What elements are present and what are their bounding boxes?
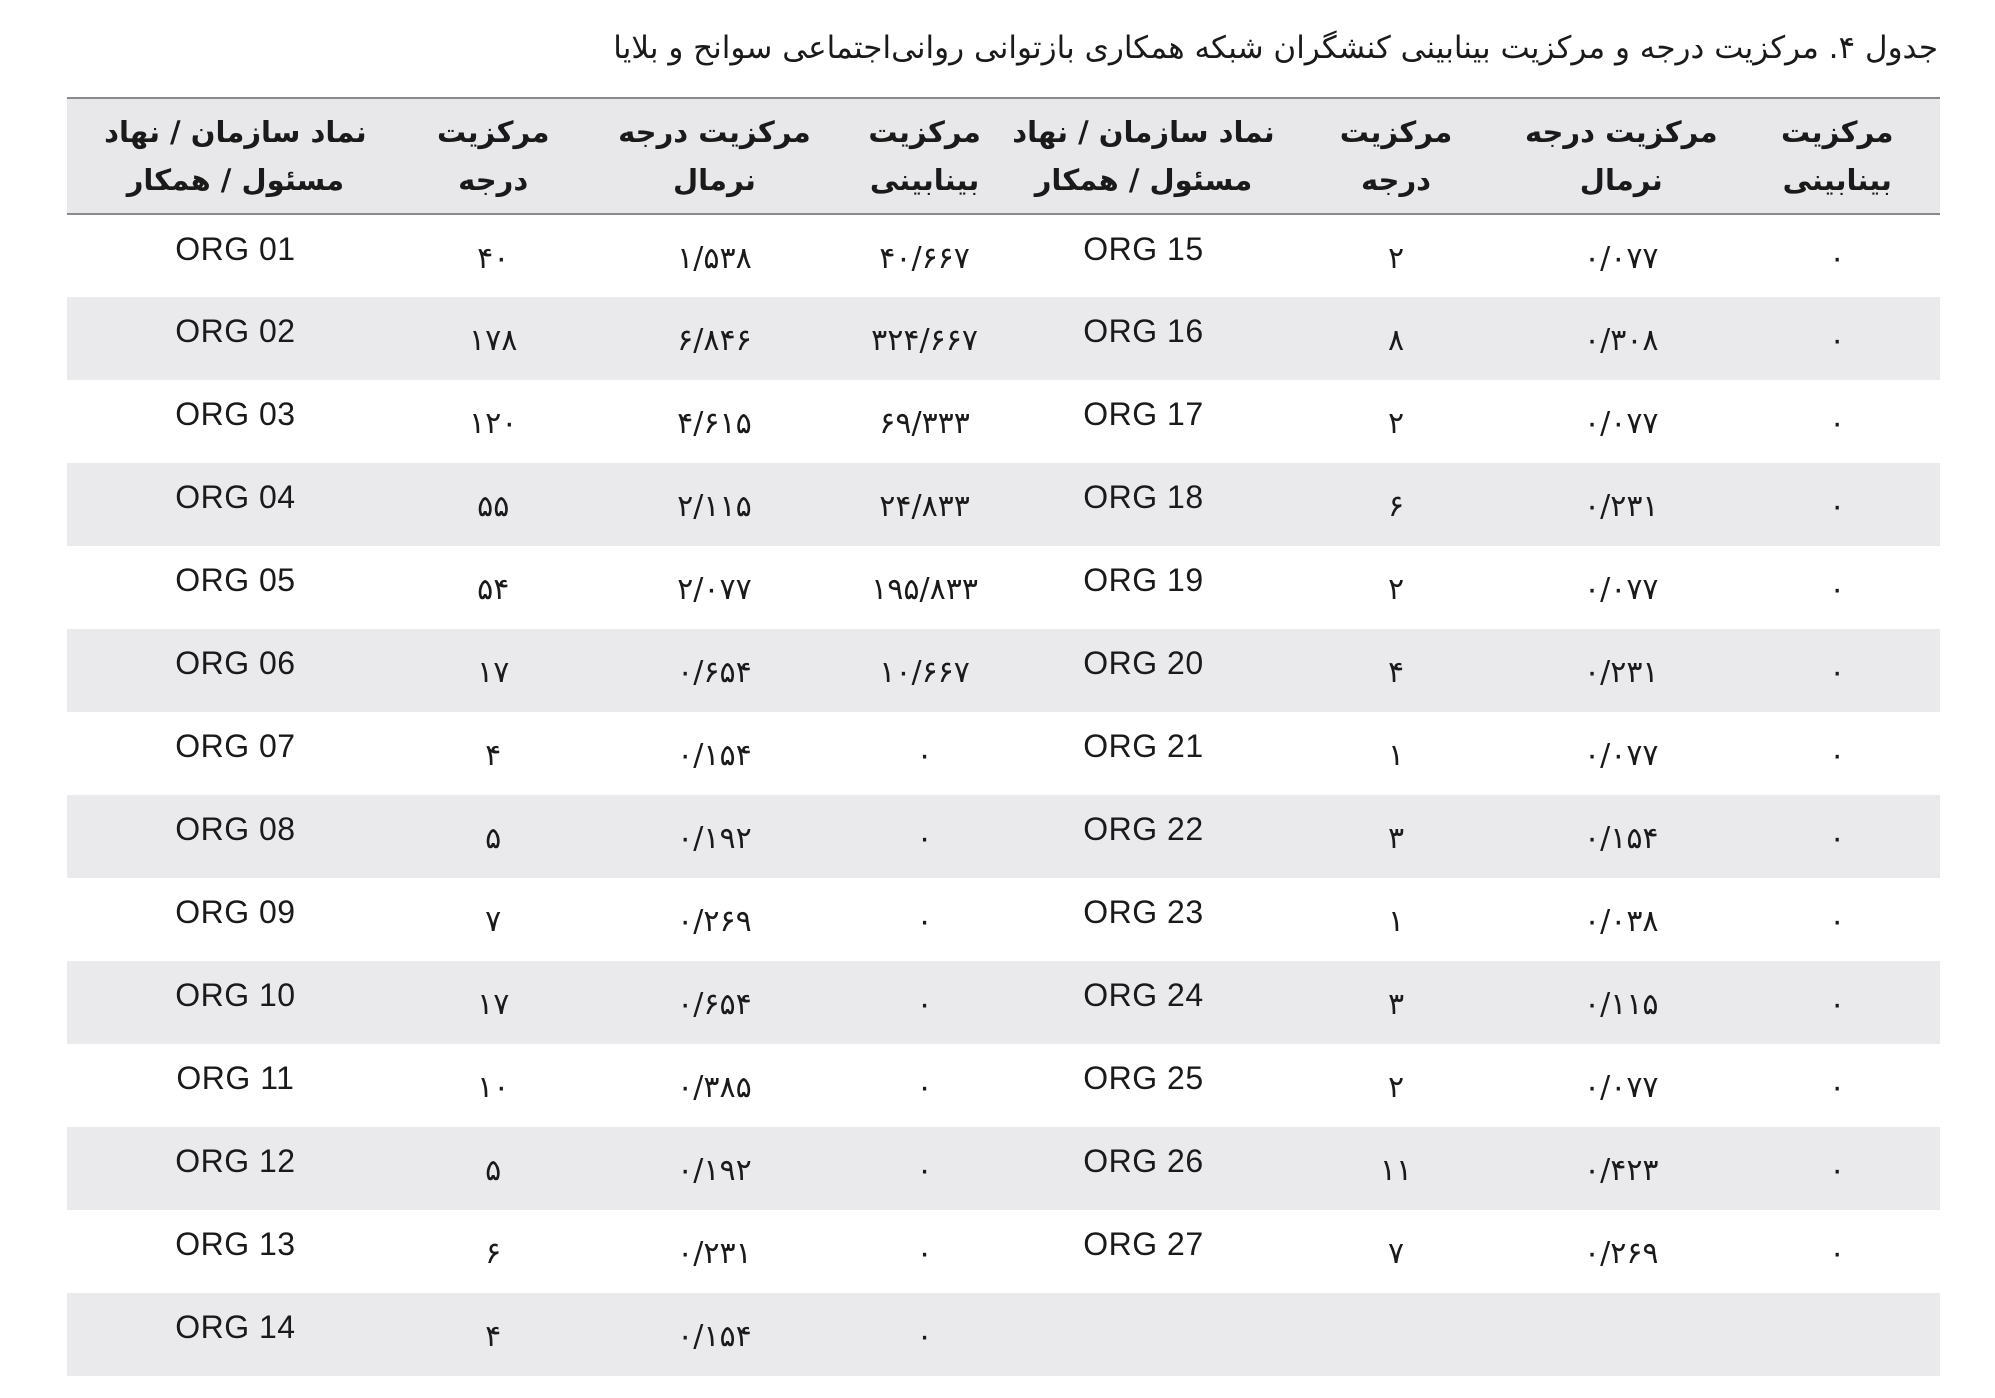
normalized-degree-cell: ۲/۱۱۵ — [677, 489, 752, 524]
betweenness-centrality-cell: ۲۴/۸۳۳ — [879, 489, 970, 524]
header-row — [67, 98, 1940, 214]
betweenness-centrality-cell: ۰ — [1829, 572, 1846, 607]
degree-centrality-cell: ۵۴ — [477, 572, 510, 607]
degree-centrality-cell: ۵ — [485, 821, 502, 856]
degree-centrality-cell: ۷ — [485, 904, 502, 939]
organization-symbol-cell: ORG 01 — [175, 230, 296, 267]
normalized-degree-cell: ۰/۲۳۱ — [677, 1236, 752, 1271]
degree-centrality-cell: ۱۱ — [1379, 1153, 1413, 1188]
table-row — [67, 629, 1940, 712]
degree-centrality-cell: ۸ — [1387, 323, 1405, 358]
normalized-degree-cell: ۴/۶۱۵ — [677, 406, 752, 441]
normalized-degree-cell: ۱/۵۳۸ — [677, 240, 752, 276]
normalized-degree-cell: ۰/۰۷۷ — [1583, 572, 1659, 607]
organization-symbol-cell: ORG 23 — [1083, 894, 1204, 930]
betweenness-centrality-cell: ۰ — [916, 738, 933, 773]
betweenness-centrality-cell: ۰ — [1829, 1236, 1846, 1271]
betweenness-centrality-cell: ۰ — [916, 1153, 933, 1188]
header-normalized-degree-left: مرکزیت درجه نرمال — [618, 115, 811, 197]
betweenness-centrality-cell — [1734, 1293, 1940, 1376]
table-row — [67, 961, 1940, 1044]
normalized-degree-cell: ۰/۰۷۷ — [1583, 738, 1659, 773]
table-row — [67, 1044, 1940, 1127]
normalized-degree-cell: ۰/۳۰۸ — [1583, 323, 1659, 358]
degree-centrality-cell: ۳ — [1387, 821, 1405, 856]
normalized-degree-cell: ۰/۰۳۸ — [1583, 904, 1659, 939]
organization-symbol-cell: ORG 19 — [1083, 562, 1204, 598]
degree-centrality-cell: ۲ — [1387, 406, 1405, 441]
betweenness-centrality-cell: ۰ — [1829, 904, 1846, 939]
header-organization-symbol-right: نماد سازمان / نهاد مسئول / همکار — [1012, 115, 1275, 197]
organization-symbol-cell: ORG 21 — [1083, 728, 1204, 764]
organization-symbol-cell: ORG 20 — [1083, 645, 1204, 681]
degree-centrality-cell: ۱۷۸ — [469, 323, 518, 358]
betweenness-centrality-cell: ۰ — [1829, 987, 1846, 1022]
organization-symbol-cell: ORG 25 — [1083, 1060, 1204, 1096]
degree-centrality-cell: ۱۷ — [477, 987, 510, 1022]
betweenness-centrality-cell: ۰ — [916, 1319, 933, 1354]
degree-centrality-cell: ۱ — [1387, 904, 1405, 939]
degree-centrality-cell: ۵۵ — [477, 489, 510, 524]
table-row — [67, 463, 1940, 546]
degree-centrality-cell: ۲ — [1387, 240, 1405, 276]
normalized-degree-cell — [1508, 1293, 1734, 1376]
normalized-degree-cell: ۰/۲۶۹ — [1583, 1236, 1659, 1271]
betweenness-centrality-cell: ۰ — [1829, 406, 1846, 441]
normalized-degree-cell: ۰/۱۹۲ — [677, 821, 752, 856]
normalized-degree-cell: ۰/۴۲۳ — [1583, 1153, 1659, 1188]
organization-symbol-cell: ORG 08 — [175, 811, 296, 847]
betweenness-centrality-cell: ۰ — [1829, 489, 1846, 524]
betweenness-centrality-cell: ۰ — [1829, 1070, 1846, 1105]
degree-centrality-cell — [1284, 1293, 1508, 1376]
normalized-degree-cell: ۲/۰۷۷ — [677, 572, 752, 607]
normalized-degree-cell: ۰/۱۹۲ — [677, 1153, 752, 1188]
table-row — [67, 795, 1940, 878]
organization-symbol-cell: ORG 18 — [1083, 479, 1204, 515]
betweenness-centrality-cell: ۱۹۵/۸۳۳ — [871, 572, 978, 607]
betweenness-centrality-cell: ۳۲۴/۶۶۷ — [871, 323, 978, 358]
table-row — [67, 546, 1940, 629]
organization-symbol-cell: ORG 09 — [175, 894, 296, 930]
organization-symbol-cell: ORG 12 — [175, 1143, 296, 1179]
degree-centrality-cell: ۱۷ — [477, 655, 510, 690]
organization-symbol-cell: ORG 04 — [175, 479, 296, 515]
normalized-degree-cell: ۰/۶۵۴ — [677, 655, 752, 690]
organization-symbol-cell: ORG 27 — [1083, 1226, 1204, 1262]
normalized-degree-cell: ۰/۲۳۱ — [1583, 655, 1659, 690]
header-betweenness-centrality-left: مرکزیت بینابینی — [868, 115, 981, 197]
organization-symbol-cell: ORG 13 — [175, 1226, 296, 1262]
table-row — [67, 380, 1940, 463]
betweenness-centrality-cell: ۴۰/۶۶۷ — [879, 240, 970, 276]
organization-symbol-cell: ORG 07 — [175, 728, 296, 764]
degree-centrality-cell: ۴۰ — [477, 240, 510, 276]
betweenness-centrality-cell: ۰ — [1829, 1153, 1846, 1188]
organization-symbol-cell: ORG 24 — [1083, 977, 1204, 1013]
degree-centrality-cell: ۶ — [1387, 489, 1405, 524]
table-row — [67, 1127, 1940, 1210]
organization-symbol-cell: ORG 06 — [175, 645, 296, 681]
betweenness-centrality-cell: ۶۹/۳۳۳ — [879, 406, 970, 441]
betweenness-centrality-cell: ۰ — [1829, 655, 1846, 690]
degree-centrality-cell: ۷ — [1387, 1236, 1405, 1271]
degree-centrality-cell: ۱ — [1387, 738, 1405, 773]
normalized-degree-cell: ۰/۲۶۹ — [677, 904, 752, 939]
header-normalized-degree-right: مرکزیت درجه نرمال — [1524, 115, 1718, 197]
betweenness-centrality-cell: ۰ — [1829, 240, 1846, 276]
betweenness-centrality-cell: ۰ — [1829, 821, 1846, 856]
normalized-degree-cell: ۰/۱۵۴ — [677, 1319, 752, 1354]
normalized-degree-cell: ۰/۱۵۴ — [1583, 821, 1659, 856]
degree-centrality-cell: ۲ — [1387, 1070, 1405, 1105]
normalized-degree-cell: ۰/۱۵۴ — [677, 738, 752, 773]
betweenness-centrality-cell: ۰ — [916, 1070, 933, 1105]
table-row — [67, 1210, 1940, 1293]
degree-centrality-cell: ۴ — [1387, 655, 1405, 690]
organization-symbol-cell: ORG 17 — [1083, 396, 1204, 432]
normalized-degree-cell: ۰/۰۷۷ — [1583, 406, 1659, 441]
centrality-table-container — [67, 97, 1940, 1376]
organization-symbol-cell: ORG 15 — [1083, 230, 1204, 267]
organization-symbol-cell: ORG 05 — [175, 562, 296, 598]
normalized-degree-cell: ۰/۳۸۵ — [677, 1070, 752, 1105]
organization-symbol-cell: ORG 16 — [1083, 313, 1204, 349]
table-row — [67, 1293, 1940, 1376]
degree-centrality-cell: ۳ — [1387, 987, 1405, 1022]
betweenness-centrality-cell: ۰ — [916, 821, 933, 856]
degree-centrality-cell: ۴ — [485, 1319, 502, 1354]
betweenness-centrality-cell: ۰ — [1829, 323, 1846, 358]
organization-symbol-cell: ORG 14 — [175, 1309, 296, 1345]
table-row — [67, 878, 1940, 961]
organization-symbol-cell: ORG 03 — [175, 396, 296, 432]
header-degree-centrality-right: مرکزیت درجه — [1339, 115, 1453, 197]
degree-centrality-cell: ۱۲۰ — [469, 406, 518, 441]
header-betweenness-centrality-right: مرکزیت بینابینی — [1780, 115, 1894, 197]
degree-centrality-cell: ۴ — [485, 738, 502, 773]
normalized-degree-cell: ۰/۲۳۱ — [1583, 489, 1659, 524]
degree-centrality-cell: ۲ — [1387, 572, 1405, 607]
degree-centrality-cell: ۱۰ — [477, 1070, 510, 1105]
normalized-degree-cell: ۰/۶۵۴ — [677, 987, 752, 1022]
organization-symbol-cell: ORG 26 — [1083, 1143, 1204, 1179]
table-header — [67, 98, 1940, 214]
degree-centrality-cell: ۵ — [485, 1153, 502, 1188]
header-organization-symbol-left: نماد سازمان / نهاد مسئول / همکار — [104, 115, 367, 197]
table-row — [67, 214, 1940, 297]
normalized-degree-cell: ۰/۰۷۷ — [1583, 240, 1659, 276]
betweenness-centrality-cell: ۰ — [916, 1236, 933, 1271]
normalized-degree-cell: ۰/۰۷۷ — [1583, 1070, 1659, 1105]
betweenness-centrality-cell: ۰ — [916, 987, 933, 1022]
betweenness-centrality-cell: ۰ — [1829, 738, 1846, 773]
organization-symbol-cell: ORG 22 — [1083, 811, 1204, 847]
betweenness-centrality-cell: ۱۰/۶۶۷ — [879, 655, 970, 690]
table-row — [67, 297, 1940, 380]
organization-symbol-cell: ORG 10 — [175, 977, 296, 1013]
table-row — [67, 712, 1940, 795]
organization-symbol-cell: ORG 11 — [176, 1060, 295, 1096]
degree-centrality-cell: ۶ — [485, 1236, 502, 1271]
table-body — [67, 214, 1940, 1376]
normalized-degree-cell: ۶/۸۴۶ — [677, 323, 752, 358]
organization-symbol-cell: ORG 02 — [175, 313, 296, 349]
betweenness-centrality-cell: ۰ — [916, 904, 933, 939]
table-caption: جدول ۴. مرکزیت درجه و مرکزیت بینابینی کنشگران شبکه همکاری بازتوانی روانی‌اجتماعی سوانح و بلایا — [613, 30, 1938, 66]
header-degree-centrality-left: مرکزیت درجه — [436, 115, 550, 197]
normalized-degree-cell: ۰/۱۱۵ — [1583, 987, 1659, 1022]
organization-symbol-cell — [1003, 1293, 1284, 1376]
centrality-table — [67, 97, 1940, 1376]
